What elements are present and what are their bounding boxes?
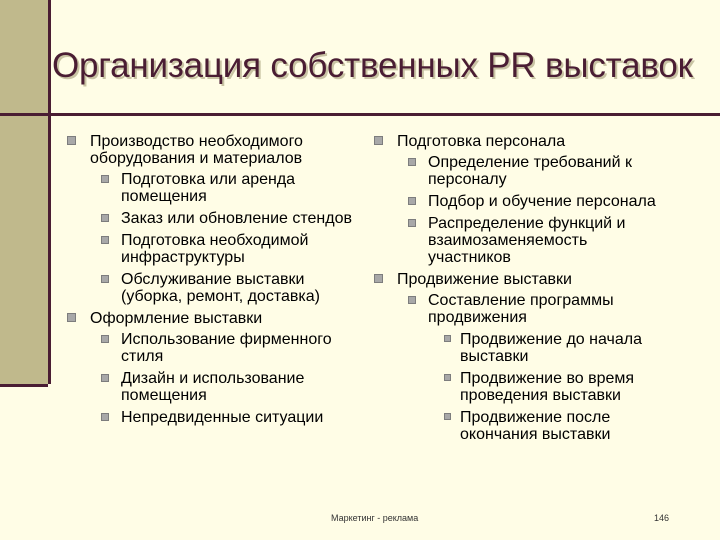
list-item: Производство необходимого оборудования и материалов <box>65 133 365 167</box>
list-item: Использование фирменного стиля <box>65 331 365 365</box>
list-item: Подготовка персонала <box>372 133 672 150</box>
square-bullet-icon <box>444 374 451 381</box>
square-bullet-icon <box>101 374 109 382</box>
list-item: Распределение функций и взаимозаменяемость участников <box>372 215 672 266</box>
list-item: Продвижение выставки <box>372 271 672 288</box>
square-bullet-icon <box>444 413 451 420</box>
list-item: Продвижение после окончания выставки <box>372 409 672 443</box>
list-item: Подготовка необходимой инфраструктуры <box>65 232 365 266</box>
square-bullet-icon <box>374 274 383 283</box>
list-item: Подготовка или аренда помещения <box>65 171 365 205</box>
right-column <box>372 133 672 448</box>
list-item: Продвижение до начала выставки <box>372 331 672 365</box>
square-bullet-icon <box>101 175 109 183</box>
square-bullet-icon <box>408 219 416 227</box>
left-column <box>65 133 365 431</box>
list-item: Оформление выставки <box>65 310 365 327</box>
square-bullet-icon <box>374 136 383 145</box>
list-item: Определение требований к персоналу <box>372 154 672 188</box>
square-bullet-icon <box>101 214 109 222</box>
square-bullet-icon <box>67 313 76 322</box>
slide-title: Организация собственных PR выставок <box>52 46 693 85</box>
footer-text: Маркетинг - реклама <box>331 513 419 523</box>
square-bullet-icon <box>101 275 109 283</box>
list-item: Обслуживание выставки (уборка, ремонт, доставка) <box>65 271 365 305</box>
square-bullet-icon <box>444 335 451 342</box>
page-number: 146 <box>654 513 670 523</box>
square-bullet-icon <box>408 158 416 166</box>
list-item: Непредвиденные ситуации <box>65 409 365 426</box>
square-bullet-icon <box>101 335 109 343</box>
square-bullet-icon <box>408 197 416 205</box>
square-bullet-icon <box>67 136 76 145</box>
square-bullet-icon <box>101 413 109 421</box>
side-accent-bar <box>0 0 48 384</box>
square-bullet-icon <box>408 296 416 304</box>
list-item: Подбор и обучение персонала <box>372 193 672 210</box>
title-underline <box>0 113 720 116</box>
vertical-divider <box>48 0 51 384</box>
list-item: Дизайн и использование помещения <box>65 370 365 404</box>
list-item: Заказ или обновление стендов <box>65 210 365 227</box>
list-item: Составление программы продвижения <box>372 292 672 326</box>
side-bar-bottom-rule <box>0 384 48 387</box>
list-item: Продвижение во время проведения выставки <box>372 370 672 404</box>
square-bullet-icon <box>101 236 109 244</box>
